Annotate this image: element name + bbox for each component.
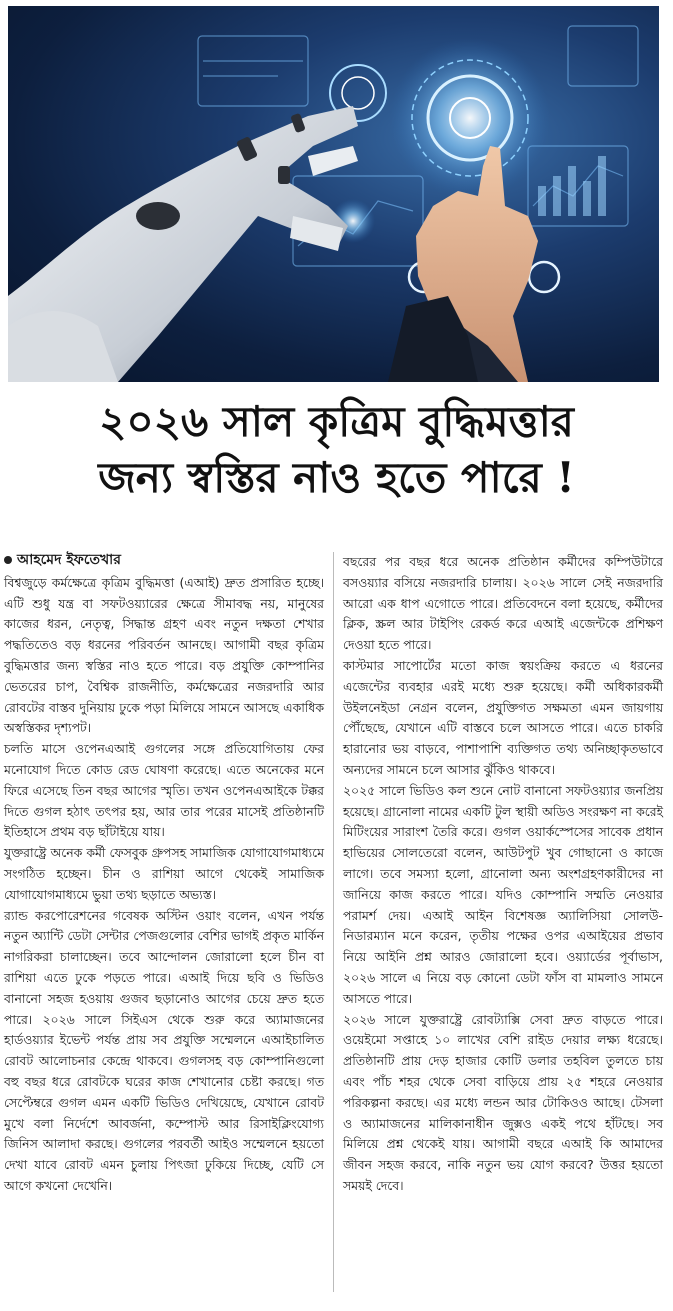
byline [4, 550, 324, 571]
paragraph: কাস্টমার সাপোর্টের মতো কাজ স্বয়ংক্রিয় করতে এ ধরনের এজেন্টের ব্যবহার এরই মধ্যে শুরু হয়েছে। কর্মী অধিকারকর্মী উইলনেইডা নেগ্রন বলেন, প্রযুক্তিগত সক্ষমতা এমন জায়গায় পৌঁছেছে, যেখানে এটি বাস্তবে চলে আসতে পারে। এতে চাকরি হারানোর ভয় বাড়বে, পাশাপাশি ব্যক্তিগত তথ্য অনিচ্ছাকৃতভাবে অন্যদের সামনে চলে আসার ঝুঁকিও থাকবে। [343, 657, 663, 777]
robot-hand-icon [8, 6, 659, 382]
paragraph: বিশ্বজুড়ে কর্মক্ষেত্রে কৃত্রিম বুদ্ধিমত্তা (এআই) দ্রুত প্রসারিত হচ্ছে। এটি শুধু যন্ত্র বা সফটওয়্যারের ক্ষেত্রে সীমাবদ্ধ নয়, মানুষের কাজের ধরন, নেতৃত্ব, সিদ্ধান্ত গ্রহণ এবং নতুন দক্ষতা শেখার পদ্ধতিতেও বড় ধরনের পরিবর্তন আনছে। আগামী বছর কৃত্রিম বুদ্ধিমত্তার জন্য স্বস্তির নাও হতে পারে। বড় প্রযুক্তি কোম্পানির ভেতরের চাপ, বৈশ্বিক রাজনীতি, কর্মক্ষেত্রের নজরদারি আর রোবটের বাস্তব দুনিয়ায় ঢুকে পড়া মিলিয়ে সামনে আসছে একাধিক অস্বস্তিকর দৃশ্যপট। [4, 574, 324, 736]
bullet-icon [4, 556, 12, 564]
author-name: আহমেদ ইফতেখার [17, 552, 121, 568]
paragraph: ২০২৬ সালে যুক্তরাষ্ট্রে রোবট্যাক্সি সেবা দ্রুত বাড়তে পারে। ওয়েইমো সপ্তাহে ১০ লাখের বেশি রাইড দেয়ার লক্ষ্য ধরেছে। প্রতিষ্ঠানটি প্রায় দেড় হাজার কোটি ডলার তহবিল তুলতে চায় এবং পাঁচ শহর থেকে সেবা বাড়িয়ে প্রায় ২৫ শহরে নেওয়ার পরিকল্পনা করছে। এর মধ্যে লন্ডন আর টোকিওও আছে। টেসলা ও অ্যামাজনের মালিকানাধীন জুক্সও একই পথে হাঁটছে। সব মিলিয়ে প্রশ্ন থেকেই যায়। আগামী বছরে এআই কি আমাদের জীবন সহজ করবে, নাকি নতুন ভয় যোগ করবে? উত্তর হয়তো সময়ই দেবে। [343, 1011, 663, 1193]
paragraph: বছরের পর বছর ধরে অনেক প্রতিষ্ঠান কর্মীদের কম্পিউটারে বসওয়্যার বসিয়ে নজরদারি চালায়। ২০২৬ সালে সেই নজরদারি আরো এক ধাপ এগোতে পারে। প্রতিবেদনে বলা হয়েছে, কর্মীদের ক্লিক, স্ক্রল আর টাইপিং রেকর্ড করে এআই এজেন্টকে প্রশিক্ষণ দেওয়া হতে পারে। [343, 554, 663, 653]
paragraph: যুক্তরাষ্ট্রে অনেক কর্মী ফেসবুক গ্রুপসহ সামাজিক যোগাযোগমাধ্যমে সংগঠিত হচ্ছেন। চীন ও রাশিয়া আগে থেকেই সামাজিক যোগাযোগমাধ্যমে ভুয়া তথ্য ছড়াতে অভ্যস্ত। [4, 845, 324, 902]
article-column-left [4, 550, 324, 1197]
paragraph: ২০২৫ সালে ভিডিও কল শুনে নোট বানানো সফটওয়্যার জনপ্রিয় হয়েছে। গ্রানোলা নামের একটি টুল স্থায়ী অডিও সংরক্ষণ না করেই মিটিংয়ের সারাংশ তৈরি করে। গুগল ওয়ার্কস্পেসের সাবেক প্রধান হাভিয়ের সোলতেরো বলেন, আউটপুট খুব গোছানো ও কাজে লাগে। তবে সমস্যা হলো, গ্রানোলা অন্য অংশগ্রহণকারীদের না জানিয়ে কাজ করতে পারে। যদিও কোম্পানি সম্মতি নেওয়ার পরামর্শ দেয়। এআই আইন বিশেষজ্ঞ অ্যালিসিয়া সোলউ-নিডারম্যান মনে করেন, তৃতীয় পক্ষের ওপর এআইয়ের প্রভাব নিয়ে আইনি প্রশ্ন আরও জোরালো হবে। ওয়্যার্ডের পূর্বাভাস, ২০২৬ সালে এ নিয়ে বড় কোনো ডেটা ফাঁস বা মামলাও সামনে আসতে পারে। [343, 782, 663, 1006]
hero-image [8, 6, 659, 382]
headline [10, 394, 663, 506]
paragraph: র‍্যান্ড করপোরেশনের গবেষক অস্টিন ওয়াং বলেন, এখন পর্যন্ত নতুন অ্যান্টি ডেটা সেন্টার পেজগুলোর বেশির ভাগই প্রকৃত মার্কিন নাগরিকরা চালাচ্ছেন। তবে আন্দোলন জোরালো হলে চীন বা রাশিয়া এতে ঢুকে পড়তে পারে। এআই দিয়ে ছবি ও ভিডিও বানানো সহজ হওয়ায় গুজব ছড়ানোও আগের চেয়ে দ্রুত হতে পারে। ২০২৬ সালে সিইএস থেকে শুরু করে অ্যামাজনের হার্ডওয়্যার ইভেন্ট পর্যন্ত প্রায় সব প্রযুক্তি সম্মেলনে এআইচালিত রোবট আলোচনার কেন্দ্রে থাকবে। গুগলসহ বড় কোম্পানিগুলো বহু বছর ধরে রোবটকে ঘরের কাজ শেখানোর চেষ্টা করছে। গত সেপ্টেম্বরে গুগল এমন একটি ভিডিও দেখিয়েছে, যেখানে রোবট মুখে বলা নির্দেশে আবর্জনা, কম্পোস্ট আর রিসাইক্লিংযোগ্য জিনিস আলাদা করছে। গুগলের পরবর্তী আইও সম্মেলনে হয়তো দেখা যাবে রোবট এমন চুলায় পিৎজা ঢুকিয়ে দিচ্ছে, যেটি সে আগে কখনো দেখেনি। [4, 907, 324, 1193]
article-column-right [343, 552, 663, 1197]
column-divider [333, 552, 334, 1292]
headline-line-1: ২০২৬ সাল কৃত্রিম বুদ্ধিমত্তার [99, 397, 574, 446]
paragraph: চলতি মাসে ওপেনএআই গুগলের সঙ্গে প্রতিযোগিতায় ফের মনোযোগ দিতে কোড রেড ঘোষণা করেছে। এতে অনেকের মনে ফিরে এসেছে তিন বছর আগের স্মৃতি। তখন ওপেনএআইকে টক্কর দিতে গুগল হঠাৎ তৎপর হয়, আর তার পরের মাসেই প্রতিষ্ঠানটি ইতিহাসে প্রথম বড় ছাঁটাইয়ে যায়। [4, 741, 324, 840]
headline-line-2: জন্য স্বস্তির নাও হতে পারে ! [98, 453, 575, 502]
